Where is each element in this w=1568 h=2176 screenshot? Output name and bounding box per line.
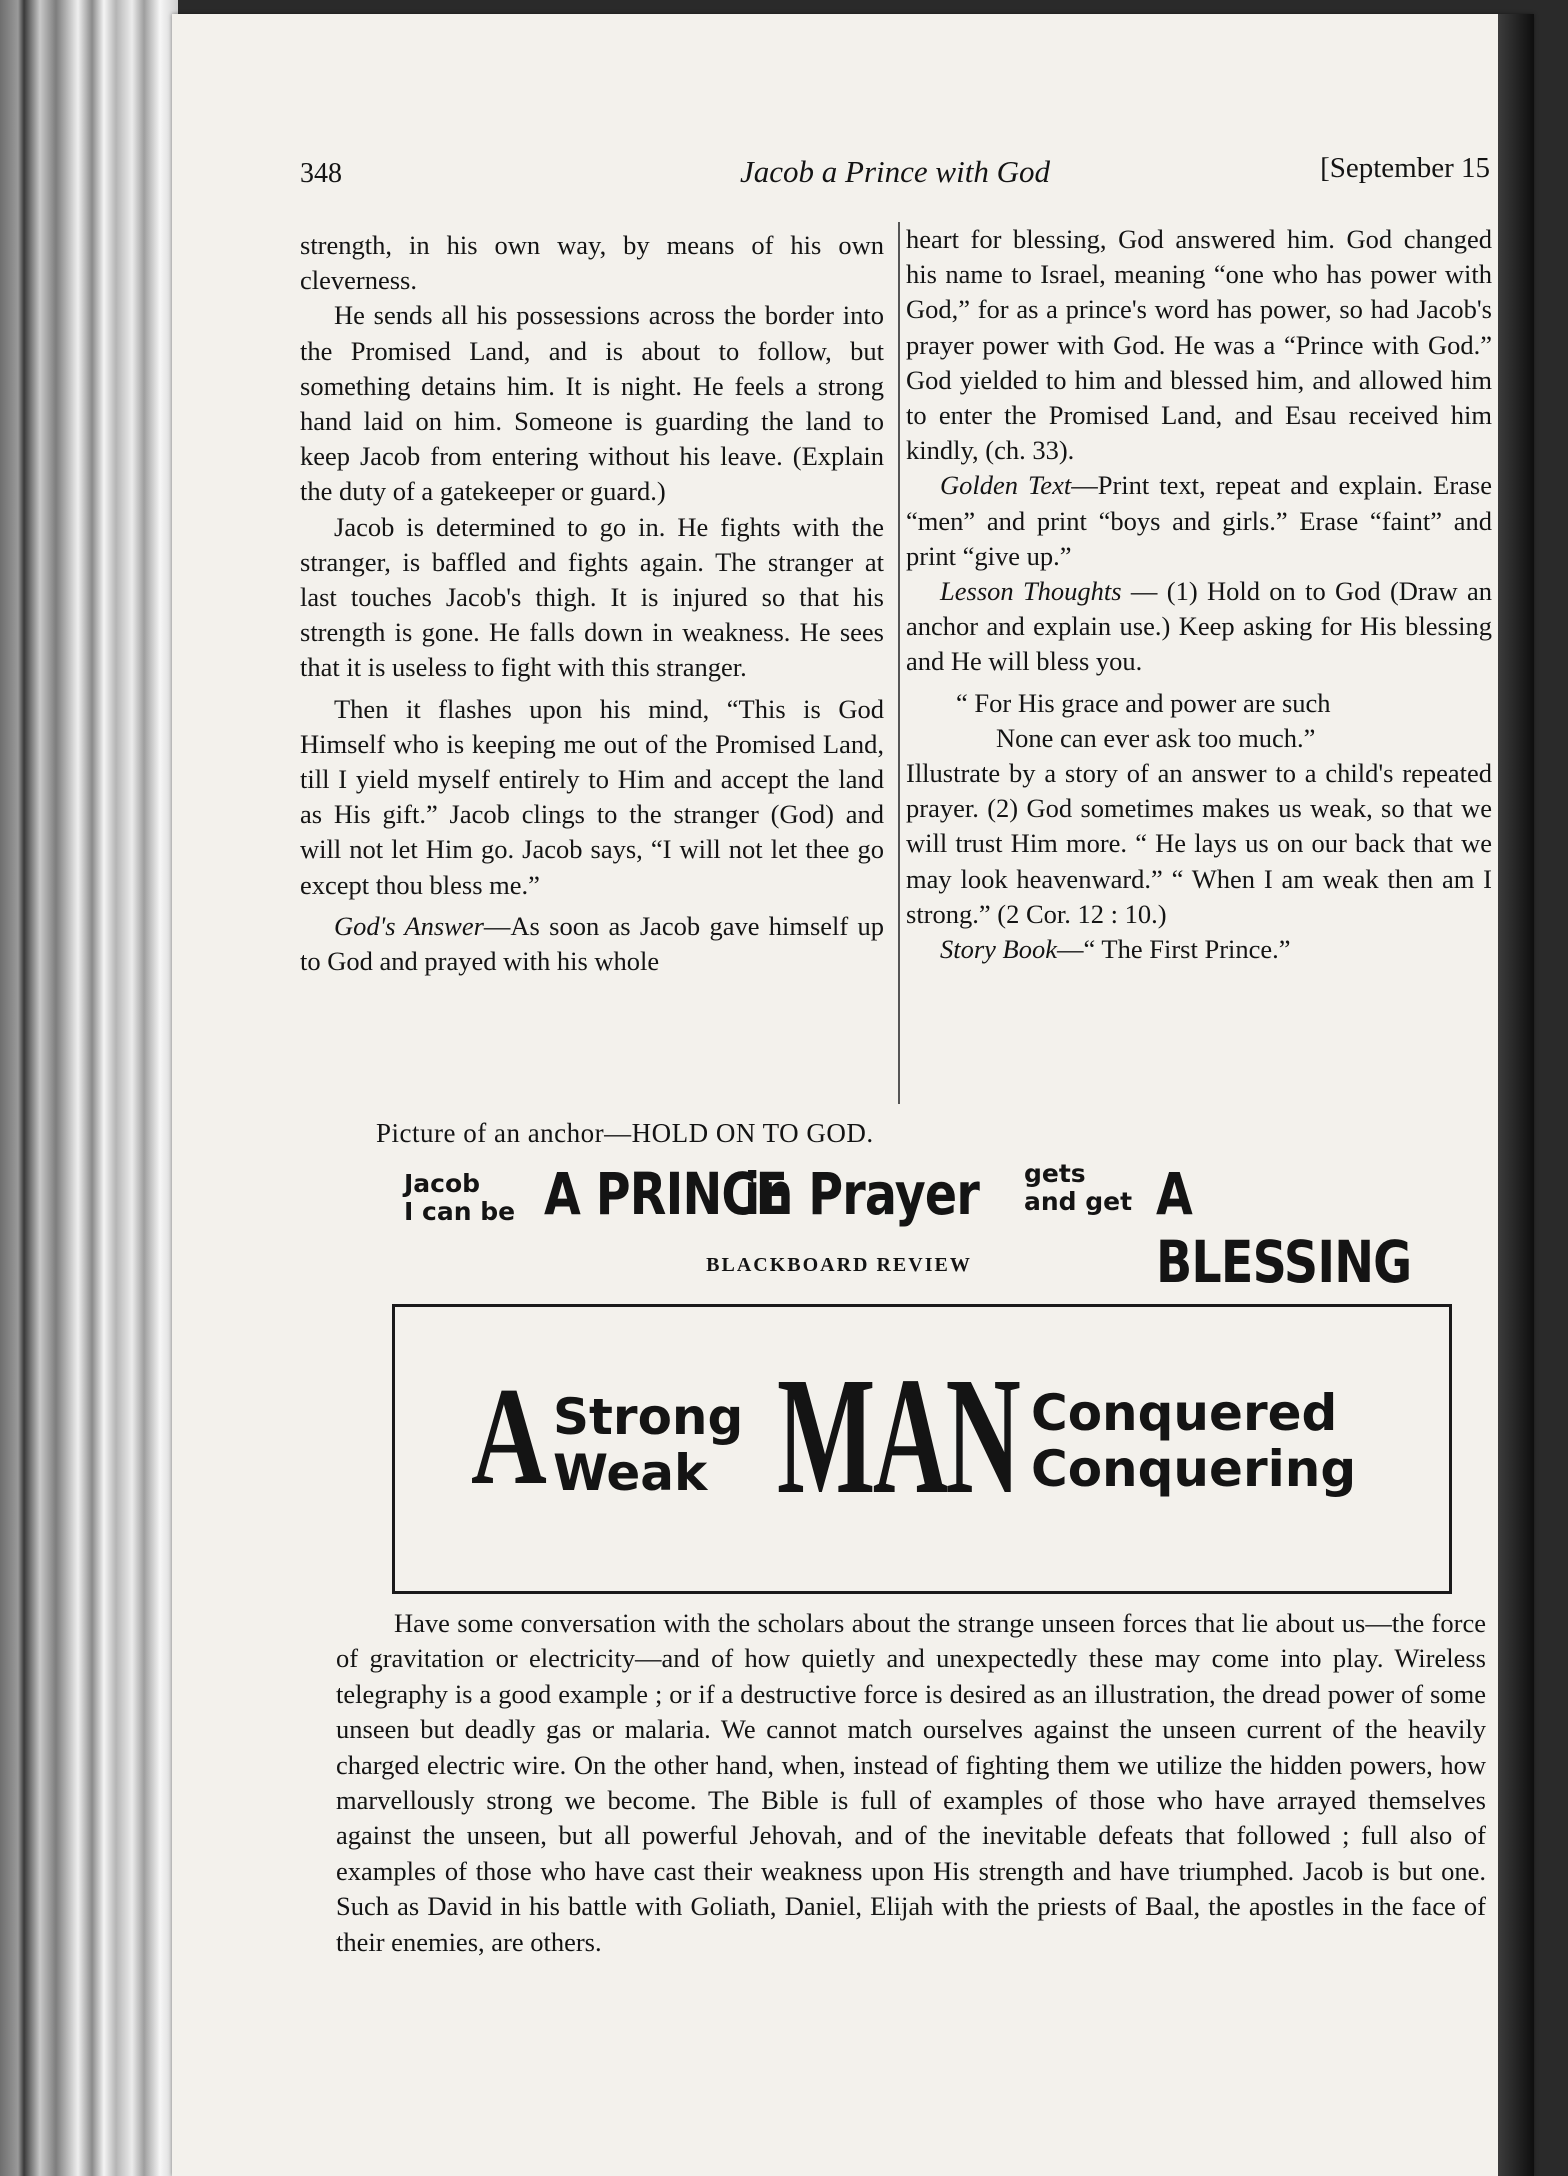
slogan-a-prince: A PRINCE (544, 1160, 788, 1228)
column-divider (898, 222, 900, 1104)
page-number: 348 (300, 158, 342, 189)
verse-line: “ For His grace and power are such (956, 687, 1331, 718)
section-label: Story Book (940, 934, 1058, 965)
closing-paragraph-block (336, 1606, 1486, 1960)
section-label: Golden Text (940, 470, 1072, 501)
section-label: Lesson Thoughts (940, 576, 1122, 607)
running-header (300, 140, 1490, 190)
blackboard-review-heading: BLACKBOARD REVIEW (706, 1254, 972, 1276)
paragraph-story-book (906, 932, 1492, 967)
board-a: A (471, 1359, 547, 1514)
paragraph: Have some conversation with the scholars about the strange unseen forces that lie about us—the force of gravitation or electricity—and of how quietly and unexpectedly these may come into play. Wireless telegraphy is a good example ; or if a destructive force is desired as an illustration, the dread power of some unseen but deadly gas or malaria. We cannot match ourselves against the unseen current of the heavily charged electric wire. On the other hand, when, instead of fighting them we utilize the hidden powers, how marvellously strong we become. The Bible is full of examples of those who have arrayed themselves against the unseen, but all powerful Jehovah, and of the inevitable defeats that followed ; full also of examples of those who have cast their weakness upon His strength and have triumphed. Jacob is but one. Such as David in his battle with Goliath, Daniel, Elijah with the priests of Baal, the apostles in the face of their enemies, are others. (336, 1608, 1486, 1957)
paragraph-gods-answer (300, 909, 884, 979)
section-label: God's Answer (334, 910, 484, 941)
board-conquered: Conquered (1031, 1384, 1338, 1442)
verse-line: None can ever ask too much.” (996, 722, 1316, 753)
left-column (300, 228, 884, 979)
paragraph-text: — (1) Hold on to God (Draw an anchor and explain use.) Keep asking for His blessing and He will bless you. (906, 576, 1492, 677)
paragraph: Illustrate by a story of an answer to a child's repeated prayer. (2) God sometimes makes us weak, so that we will trust Him more. “ He lays us on our back that we may look heavenward.” “ When I am weak then am I strong.” (2 Cor. 12 : 10.) (906, 758, 1492, 929)
board-weak: Weak (553, 1444, 708, 1502)
paragraph: strength, in his own way, by means of his own cleverness. (300, 230, 884, 296)
paragraph-text: —Print text, repeat and explain. Erase “men” and print “boys and girls.” Erase “faint” and print “give up.” (906, 470, 1492, 571)
paragraph: Then it flashes upon his mind, “This is God Himself who is keeping me out of the Promised Land, till I yield myself entirely to Him and accept the land as His gift.” Jacob clings to the stranger (God) and will not let Him go. Jacob says, “I will not let thee go except thou bless me.” (300, 693, 884, 900)
slogan-i-can-be: I can be (404, 1197, 516, 1226)
anchor-caption: Picture of an anchor—HOLD ON TO GOD. (376, 1118, 874, 1148)
paragraph: heart for blessing, God answered him. God changed his name to Israel, meaning “one who has power with God,” for as a prince's word has power, so had Jacob's prayer power with God. He was a “Prince with God.” God yielded to him and blessed him, and allowed him to enter the Promised Land, and Esau received him kindly, (ch. 33). (906, 224, 1492, 466)
paragraph-golden-text (906, 468, 1492, 574)
slogan-jacob: Jacob (404, 1169, 481, 1198)
blackboard-frame (392, 1304, 1452, 1594)
paragraph-text: —“ The First Prince.” (1057, 934, 1291, 965)
slogan-gets: gets (1024, 1159, 1086, 1188)
paragraph: He sends all his possessions across the border into the Promised Land, and is about to follow, but something detains him. It is night. He feels a strong hand laid on him. Someone is guarding the land to keep Jacob from entering without his leave. (Explain the duty of a gatekeeper or guard.) (300, 300, 884, 507)
paragraph: Jacob is determined to go in. He fights with the stranger, is baffled and fights again. The stranger at last touches Jacob's thigh. It is injured so that his strength is gone. He falls down in weakness. He sees that it is useless to fight with this stranger. (300, 511, 884, 683)
slogan-a-blessing: A BLESSING (1156, 1160, 1412, 1296)
paragraph-text: —As soon as Jacob gave himself up to God and prayed with his whole (300, 910, 885, 977)
header-date: [September 15 (1320, 152, 1490, 184)
paragraph-lesson-thoughts (906, 574, 1492, 680)
slogan-in-prayer: in Prayer (744, 1160, 980, 1228)
board-strong: Strong (553, 1388, 744, 1446)
page-gutter-shadow (1498, 14, 1534, 2176)
running-title: Jacob a Prince with God (740, 154, 1050, 189)
book-page-edges (0, 0, 178, 2176)
slogan-and-get: and get (1024, 1187, 1133, 1216)
right-column (906, 222, 1492, 967)
board-man: MAN (777, 1343, 1019, 1529)
board-conquering: Conquering (1031, 1440, 1357, 1498)
